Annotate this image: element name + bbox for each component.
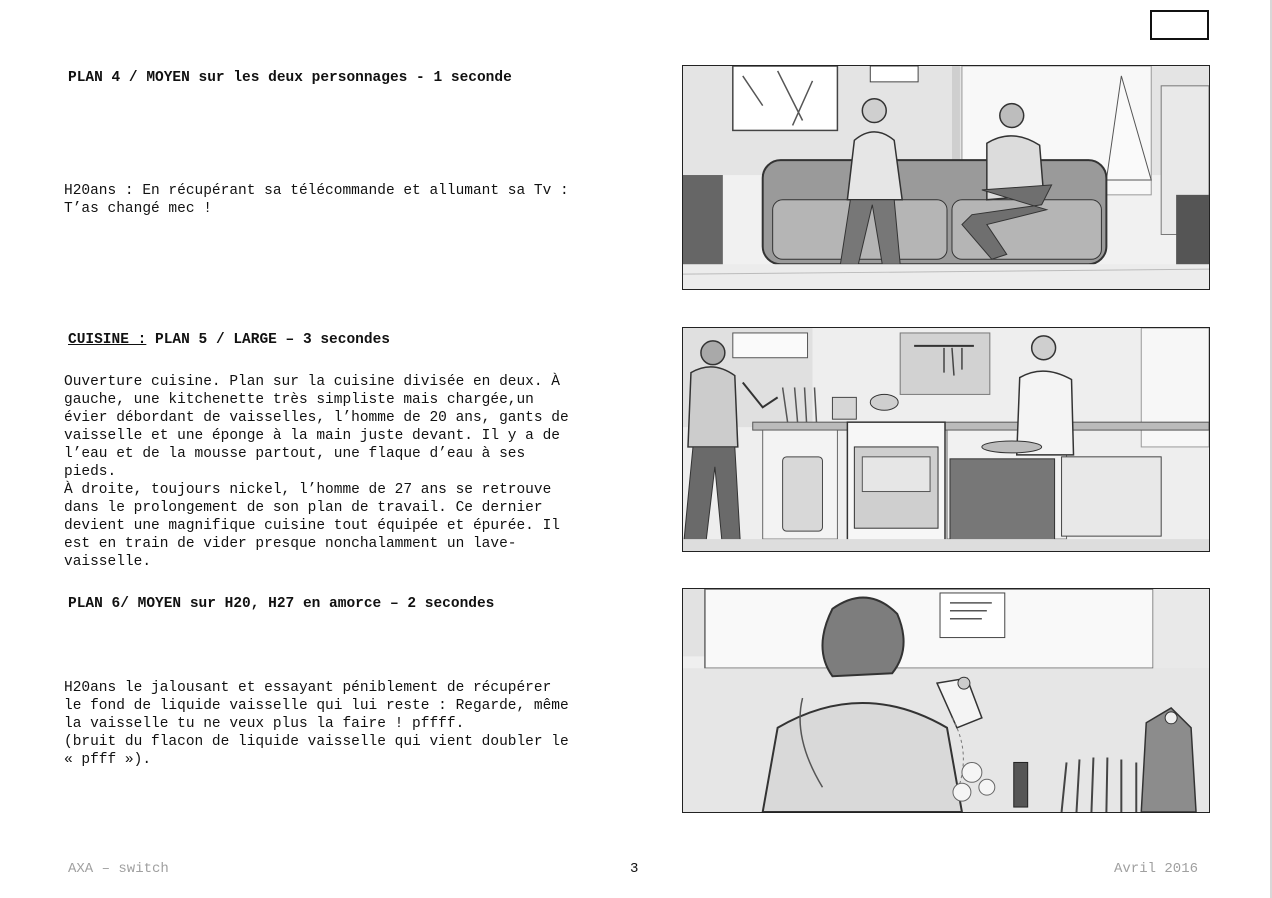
scene-4-heading: PLAN 4 / MOYEN sur les deux personnages - 1 seconde [68, 70, 512, 86]
storyboard-panel-kitchen-wide [682, 327, 1210, 552]
page-corner-box [1150, 10, 1209, 40]
scene-5-location: CUISINE : [68, 332, 147, 348]
scene-5-description: Ouverture cuisine. Plan sur la cuisine divisée en deux. À gauche, une kitchenette très simpliste mais chargée,un évier débordant de vaisselles, l’homme de 20 ans, gants de vaisselle et une éponge à la main juste devant. Il y a de l’eau et de la mousse partout, une flaque d’eau à ses pieds. À droite, toujours nickel, l’homme de 27 ans se retrouve dans le prolongement de son plan de travail. Ce dernier devient une magnifique cuisine tout équipée et épurée. Il est en train de vider presque nonchalamment un lave- vaisselle. [64, 374, 569, 570]
scene-4-description: H20ans : En récupérant sa télécommande et allumant sa Tv : T’as changé mec ! [64, 183, 569, 217]
footer-project-name: AXA – switch [68, 861, 169, 877]
footer-page-number: 3 [630, 861, 639, 877]
scene-6-description: H20ans le jalousant et essayant péniblement de récupérer le fond de liquide vaisselle qui lui reste : Regarde, même la vaisselle tu ne veux plus la faire ! pffff. (bruit du flacon de liquide vaisselle qui vient doubler le « pfff »). [64, 680, 569, 768]
storyboard-panel-living-room [682, 65, 1210, 290]
footer-date: Avril 2016 [1114, 861, 1199, 877]
scene-5-shot: PLAN 5 / LARGE – 3 secondes [146, 332, 390, 348]
storyboard-panel-dish-soap-closeup [682, 588, 1210, 813]
scene-6-heading: PLAN 6/ MOYEN sur H20, H27 en amorce – 2 secondes [68, 596, 495, 612]
scene-5-heading [68, 332, 390, 348]
